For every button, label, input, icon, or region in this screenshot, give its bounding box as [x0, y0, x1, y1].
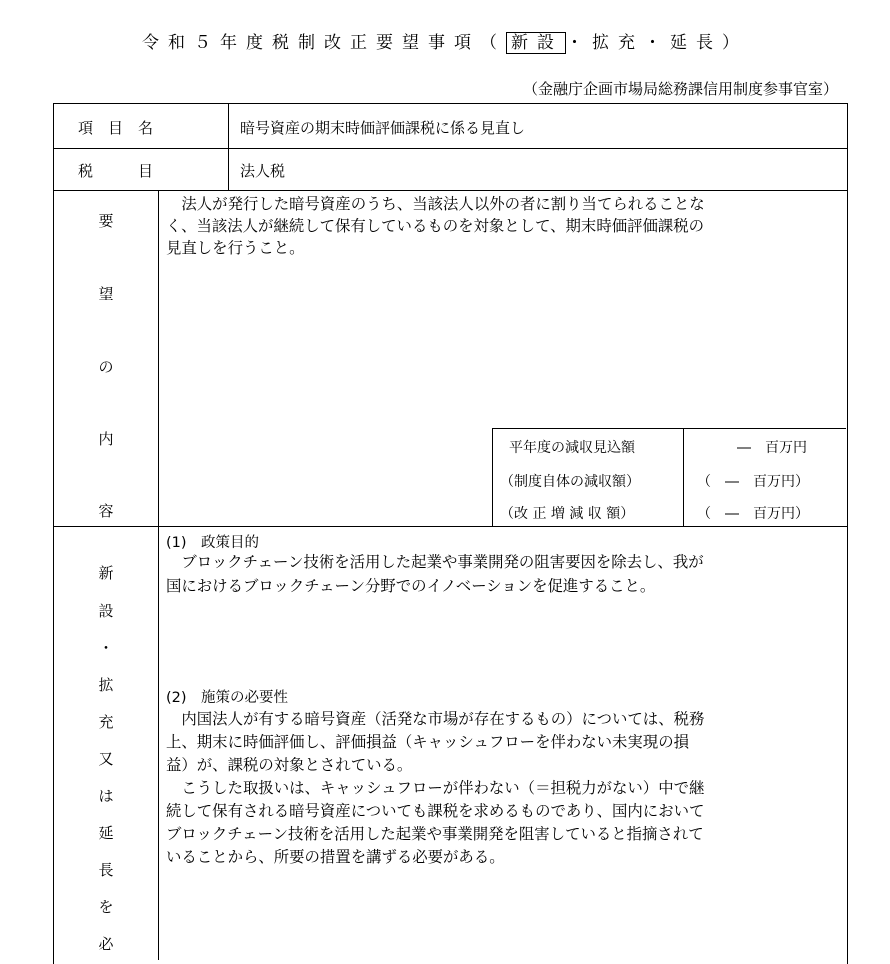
- title-suffix: ・拡充・延長）: [566, 33, 748, 53]
- row-divider: [53, 526, 847, 527]
- tax-item-value: 法人税: [240, 162, 286, 180]
- revenue-row2-value: （ ― 百万円）: [697, 474, 809, 490]
- row-divider: [53, 148, 847, 149]
- document-title: [0, 28, 890, 53]
- item-name-label: 項 目 名: [78, 119, 154, 137]
- request-label-char: 要: [98, 212, 114, 230]
- title-prefix: 令和５年度税制改正要望事項（: [142, 33, 506, 53]
- title-boxed-new: 新設: [506, 32, 566, 54]
- request-label-char: 望: [98, 285, 114, 303]
- request-label-char: 内: [98, 430, 114, 448]
- necessity-label-char: 延: [98, 824, 114, 842]
- request-line: く、当該法人が継続して保有しているものを対象として、期末時価評価課税の: [166, 217, 705, 235]
- revenue-row1-label: 平年度の減収見込額: [509, 440, 635, 456]
- necessity-line: 上、期末に時価評価し、評価損益（キャッシュフローを伴わない未実現の損: [166, 733, 689, 751]
- necessity-label-char: 必: [98, 935, 114, 953]
- row-divider: [53, 190, 847, 191]
- revenue-table-top: [492, 428, 846, 429]
- request-label-char: 容: [98, 502, 114, 520]
- necessity-label-char: 新: [98, 564, 114, 582]
- item-name-value: 暗号資産の期末時価評価課税に係る見直し: [240, 119, 526, 137]
- revenue-row3-value: （ ― 百万円）: [697, 506, 809, 522]
- necessity-label-char: 設: [98, 602, 114, 620]
- revenue-table-left: [492, 428, 493, 526]
- necessity-label-char: 又: [98, 750, 114, 768]
- revenue-table-divider: [683, 428, 684, 526]
- request-line: 法人が発行した暗号資産のうち、当該法人以外の者に割り当てられることな: [166, 195, 705, 213]
- revenue-row1-value: ― 百万円: [737, 440, 807, 456]
- necessity-line: いることから、所要の措置を講ずる必要がある。: [166, 848, 505, 866]
- necessity-label-char: は: [98, 787, 114, 805]
- necessity-line: 内国法人が有する暗号資産（活発な市場が存在するもの）については、税務: [166, 710, 705, 728]
- revenue-row3-label: （改 正 増 減 収 額）: [500, 506, 635, 522]
- tax-item-label: 税 目: [78, 162, 154, 180]
- column-divider: [228, 103, 229, 190]
- policy-purpose-line: 国におけるブロックチェーン分野でのイノベーションを促進すること。: [166, 577, 656, 595]
- necessity-line: こうした取扱いは、キャッシュフローが伴わない（＝担税力がない）中で継: [166, 779, 705, 797]
- necessity-line: 益）が、課税の対象とされている。: [166, 756, 413, 774]
- necessity-heading: (2) 施策の必要性: [166, 690, 289, 706]
- policy-purpose-heading: (1) 政策目的: [166, 535, 260, 551]
- necessity-label-char: ・: [98, 639, 114, 657]
- revenue-row2-label: （制度自体の減収額）: [500, 474, 640, 490]
- office-name: （金融庁企画市場局総務課信用制度参事官室）: [522, 80, 838, 98]
- necessity-label-char: 拡: [98, 676, 114, 694]
- necessity-line: ブロックチェーン技術を活用した起業や事業開発を阻害していると指摘されて: [166, 825, 704, 843]
- necessity-label-char: 長: [98, 861, 114, 879]
- necessity-label-char: を: [98, 898, 114, 916]
- necessity-label-char: 充: [98, 713, 114, 731]
- policy-purpose-line: ブロックチェーン技術を活用した起業や事業開発の阻害要因を除去し、我が: [166, 553, 704, 571]
- necessity-line: 続して保有される暗号資産についても課税を求めるものであり、国内において: [166, 802, 705, 820]
- request-line: 見直しを行うこと。: [166, 239, 305, 257]
- request-label-char: の: [98, 358, 114, 376]
- column-divider: [158, 190, 159, 960]
